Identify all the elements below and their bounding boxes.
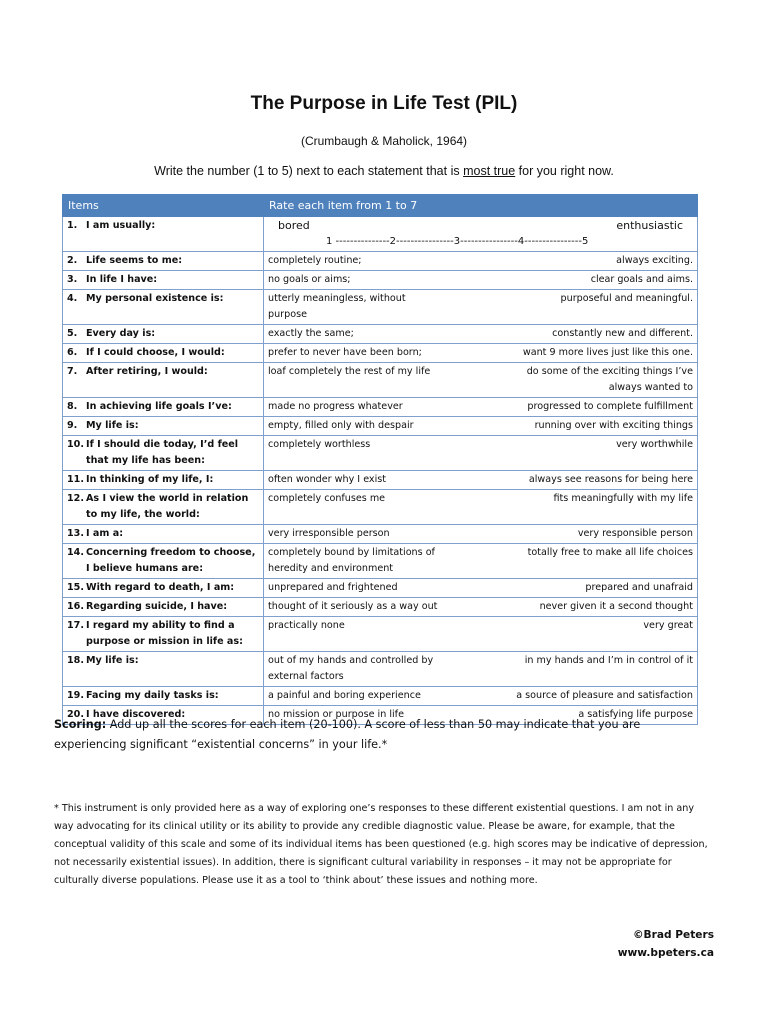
page-title: The Purpose in Life Test (PIL) <box>250 93 518 114</box>
item-cell <box>63 525 264 544</box>
rating-high-anchor: in my hands and I’m in control of it <box>524 655 693 666</box>
item-number: 12. <box>67 493 84 504</box>
item-text: With regard to death, I am: <box>86 582 235 593</box>
table-row <box>63 544 698 579</box>
rating-high-anchor: very worthwhile <box>616 439 693 450</box>
item-number: 19. <box>67 690 84 701</box>
rating-high-anchor: very great <box>643 620 693 631</box>
table-row <box>63 617 698 652</box>
item-text: My life is: <box>86 420 139 431</box>
table-row <box>63 217 698 252</box>
item-cell <box>63 252 264 271</box>
rating-high-anchor: purposeful and meaningful. <box>560 293 693 304</box>
rating-cell <box>264 687 698 706</box>
item-text: If I should die today, I’d feel that my life has been: <box>86 439 239 466</box>
item-number: 1. <box>67 220 78 231</box>
table-row <box>63 344 698 363</box>
rating-low-anchor: practically none <box>268 620 345 631</box>
item-number: 9. <box>67 420 78 431</box>
instruction-emphasis: most true <box>463 164 516 178</box>
item-cell <box>63 217 264 252</box>
item-cell <box>63 363 264 398</box>
rating-cell <box>264 436 698 471</box>
item-number: 4. <box>67 293 78 304</box>
scale-high-anchor: enthusiastic <box>616 219 683 232</box>
rating-high-anchor: never given it a second thought <box>539 601 693 612</box>
header-items: Items <box>63 195 264 217</box>
item-cell <box>63 490 264 525</box>
scale-line: 1 ---------------2----------------3----------------4----------------5 <box>326 236 589 247</box>
table-row <box>63 598 698 617</box>
copyright-block <box>618 926 714 962</box>
rating-high-anchor: always see reasons for being here <box>528 474 693 485</box>
rating-low-anchor: unprepared and frightened <box>268 582 398 593</box>
rating-low-anchor: loaf completely the rest of my life <box>268 366 431 377</box>
table-row <box>63 290 698 325</box>
item-number: 13. <box>67 528 84 539</box>
rating-high-anchor: constantly new and different. <box>552 328 693 339</box>
website-link[interactable]: www.bpeters.ca <box>617 947 714 959</box>
rating-low-anchor: often wonder why I exist <box>268 474 387 485</box>
rating-cell <box>264 525 698 544</box>
scoring-text: Add up all the scores for each item (20-100). A score of less than 50 may indicate that you are experiencing significant “existential concerns” in your life.* <box>54 718 641 751</box>
item-number: 11. <box>67 474 84 485</box>
scale-low-anchor: bored <box>278 219 310 232</box>
rating-low-anchor: prefer to never have been born; <box>268 347 422 358</box>
rating-cell <box>264 471 698 490</box>
rating-low-anchor: thought of it seriously as a way out <box>268 601 438 612</box>
rating-low-anchor: completely confuses me <box>268 493 386 504</box>
table-row <box>63 252 698 271</box>
instruction-before: Write the number (1 to 5) next to each statement that is <box>154 164 464 178</box>
item-cell <box>63 617 264 652</box>
rating-cell <box>264 579 698 598</box>
table-row <box>63 363 698 398</box>
table-row <box>63 579 698 598</box>
item-cell <box>63 687 264 706</box>
rating-high-anchor: always exciting. <box>616 255 693 266</box>
item-number: 14. <box>67 547 84 558</box>
rating-high-anchor: want 9 more lives just like this one. <box>522 347 693 358</box>
table-row <box>63 471 698 490</box>
item-cell <box>63 398 264 417</box>
item-cell <box>63 290 264 325</box>
rating-cell <box>264 363 698 398</box>
rating-low-anchor: very irresponsible person <box>268 528 390 539</box>
rating-cell <box>264 652 698 687</box>
rating-high-anchor: totally free to make all life choices <box>527 547 693 558</box>
item-number: 17. <box>67 620 84 631</box>
rating-cell <box>264 344 698 363</box>
item-number: 10. <box>67 439 84 450</box>
item-number: 2. <box>67 255 78 266</box>
rating-cell <box>264 398 698 417</box>
item-cell <box>63 436 264 471</box>
rating-low-anchor: completely routine; <box>268 255 362 266</box>
item-text: If I could choose, I would: <box>86 347 225 358</box>
item-number: 15. <box>67 582 84 593</box>
rating-low-anchor: utterly meaningless, without purpose <box>268 293 406 320</box>
item-cell <box>63 417 264 436</box>
rating-low-anchor: empty, filled only with despair <box>268 420 414 431</box>
item-number: 8. <box>67 401 78 412</box>
copyright-name: ©Brad Peters <box>632 929 714 941</box>
item-text: Every day is: <box>86 328 156 339</box>
rating-high-anchor: very responsible person <box>577 528 693 539</box>
rating-cell <box>264 290 698 325</box>
instruction-text <box>0 164 768 178</box>
scoring-label: Scoring: <box>54 718 107 731</box>
rating-high-anchor: progressed to complete fulfillment <box>527 401 693 412</box>
item-text: I regard my ability to find a purpose or mission in life as: <box>86 620 243 647</box>
table-row <box>63 490 698 525</box>
item-cell <box>63 579 264 598</box>
table-row <box>63 652 698 687</box>
rating-low-anchor: out of my hands and controlled by external factors <box>268 655 434 682</box>
item-text: My personal existence is: <box>86 293 224 304</box>
item-number: 5. <box>67 328 78 339</box>
rating-low-anchor: exactly the same; <box>268 328 354 339</box>
item-cell <box>63 544 264 579</box>
rating-cell <box>264 217 698 252</box>
item-text: I have discovered: <box>86 709 186 720</box>
item-text: In achieving life goals I’ve: <box>86 401 232 412</box>
rating-low-anchor: completely bound by limitations of heredity and environment <box>268 547 435 574</box>
rating-cell <box>264 417 698 436</box>
rating-high-anchor: do some of the exciting things I’ve always wanted to <box>526 366 693 393</box>
rating-scale <box>268 218 693 250</box>
item-text: After retiring, I would: <box>86 366 208 377</box>
item-number: 6. <box>67 347 78 358</box>
rating-low-anchor: no mission or purpose in life <box>268 709 404 720</box>
scoring-paragraph <box>54 715 714 755</box>
rating-high-anchor: prepared and unafraid <box>585 582 693 593</box>
item-text: As I view the world in relation to my life, the world: <box>86 493 249 520</box>
rating-cell <box>264 544 698 579</box>
table-header-row <box>63 195 698 217</box>
item-cell <box>63 325 264 344</box>
rating-low-anchor: made no progress whatever <box>268 401 403 412</box>
table-row <box>63 325 698 344</box>
table-row <box>63 436 698 471</box>
table-row <box>63 525 698 544</box>
item-cell <box>63 598 264 617</box>
item-number: 3. <box>67 274 78 285</box>
table-row <box>63 417 698 436</box>
item-text: In thinking of my life, I: <box>86 474 214 485</box>
disclaimer-footnote: * This instrument is only provided here as a way of exploring one’s responses to these different existential questions. I am not in any way advocating for its clinical utility or its ability to provide any credible diagnostic value. Please be aware, for example, that the conceptual validity of this scale and some of its individual items has been questioned (e.g. high scores may be indicative of depression, not necessarily existential issues). In addition, there is significant cultural variability in responses – it may not be appropriate for culturally diverse populations. Please use it as a tool to ‘think about’ these issues and nothing more. <box>54 803 708 886</box>
item-text: My life is: <box>86 655 139 666</box>
item-cell <box>63 652 264 687</box>
rating-low-anchor: a painful and boring experience <box>268 690 421 701</box>
item-text: Regarding suicide, I have: <box>86 601 228 612</box>
rating-high-anchor: running over with exciting things <box>534 420 693 431</box>
table-row <box>63 271 698 290</box>
item-text: I am usually: <box>86 220 156 231</box>
item-cell <box>63 471 264 490</box>
rating-high-anchor: a source of pleasure and satisfaction <box>516 690 693 701</box>
item-text: Concerning freedom to choose, I believe humans are: <box>86 547 256 574</box>
rating-high-anchor: fits meaningfully with my life <box>553 493 693 504</box>
item-number: 20. <box>67 709 84 720</box>
item-number: 18. <box>67 655 84 666</box>
item-number: 7. <box>67 366 78 377</box>
rating-cell <box>264 252 698 271</box>
item-text: Life seems to me: <box>86 255 183 266</box>
citation: (Crumbaugh & Maholick, 1964) <box>300 134 468 148</box>
item-text: I am a: <box>86 528 124 539</box>
rating-cell <box>264 325 698 344</box>
item-cell <box>63 271 264 290</box>
header-rating: Rate each item from 1 to 7 <box>264 195 698 217</box>
table-row <box>63 398 698 417</box>
item-number: 16. <box>67 601 84 612</box>
rating-cell <box>264 490 698 525</box>
item-text: Facing my daily tasks is: <box>86 690 219 701</box>
rating-high-anchor: a satisfying life purpose <box>578 709 693 720</box>
table-row <box>63 687 698 706</box>
item-cell <box>63 344 264 363</box>
rating-high-anchor: clear goals and aims. <box>590 274 693 285</box>
rating-cell <box>264 271 698 290</box>
rating-low-anchor: completely worthless <box>268 439 371 450</box>
pil-table <box>62 194 698 725</box>
rating-cell <box>264 598 698 617</box>
rating-cell <box>264 617 698 652</box>
item-text: In life I have: <box>86 274 158 285</box>
instruction-after: for you right now. <box>515 164 614 178</box>
rating-low-anchor: no goals or aims; <box>268 274 351 285</box>
